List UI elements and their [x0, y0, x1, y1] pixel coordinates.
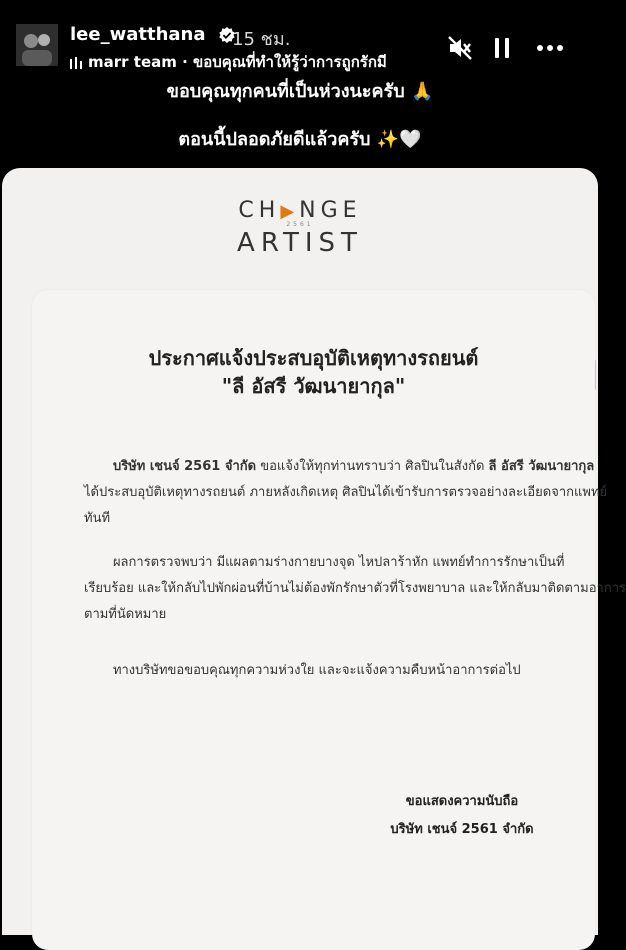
paragraph-2-line2: เรียบร้อย และให้กลับไปพักผ่อนที่บ้านไม่ต้องพักรักษาตัวที่โรงพยาบาล และให้กลับมาติดตามอาการ	[84, 581, 626, 596]
username-text[interactable]: lee_watthana	[70, 24, 206, 45]
paragraph-3-line1	[84, 658, 564, 684]
logo-top	[2, 198, 598, 223]
paragraph-1-line3: ทันที	[84, 511, 111, 526]
company-logo	[2, 198, 598, 258]
more-icon[interactable]	[534, 36, 566, 60]
doc-title-line2: "ลี อัสรี วัฒนายากุล"	[221, 374, 406, 398]
logo-triangle-icon: ▶	[280, 201, 300, 222]
caption-text-2: ตอนนี้ปลอดภัยดีแล้วครับ	[178, 129, 371, 150]
paragraph-1-line1	[84, 454, 595, 480]
paragraph-2	[84, 550, 626, 628]
time-ago: 15 ชม.	[232, 29, 291, 50]
music-bars-icon	[70, 57, 82, 69]
logo-top-right: NGE	[299, 198, 362, 223]
doc-title-line1: ประกาศแจ้งประสบอุบัติเหตุทางรถยนต์	[148, 346, 479, 370]
logo-top-left: CH	[238, 198, 281, 223]
mute-icon[interactable]	[447, 35, 473, 61]
paragraph-1-text: ขอแจ้งให้ทุกท่านทราบว่า ศิลปินในสังกัด	[256, 459, 489, 474]
caption-text-1: ขอบคุณทุกคนที่เป็นห่วงนะครับ	[166, 81, 405, 102]
pause-icon[interactable]	[490, 35, 514, 61]
company-name: บริษัท เชนจ์ 2561 จำกัด	[112, 459, 257, 474]
caption-emoji-1: 🙏	[410, 81, 434, 102]
caption-emoji-2: ✨🤍	[376, 129, 422, 150]
paragraph-2-line1	[84, 550, 564, 576]
logo-sub: 2561	[286, 221, 314, 228]
paragraph-2-line3: ตามที่นัดหมาย	[84, 607, 167, 622]
username[interactable]	[70, 24, 236, 45]
announcement-document	[2, 168, 626, 935]
music-text: marr team · ขอบคุณที่ทำให้รู้ว่าการถูกรักมี	[88, 53, 387, 71]
paragraph-2-line1-text: ผลการตรวจพบว่า มีแผลตามร่างกายบางจุด ไหปลาร้าหัก แพทย์ทำการรักษาเป็นที่	[112, 555, 565, 570]
story-caption-line1	[0, 76, 600, 105]
logo-bottom: ARTIST	[237, 228, 363, 258]
document-body	[32, 290, 626, 950]
paragraph-1	[84, 454, 608, 532]
story-header	[0, 0, 600, 80]
paragraph-1-line2: ได้ประสบอุบัติเหตุทางรถยนต์ ภายหลังเกิดเหตุ ศิลปินได้เข้ารับการตรวจอย่างละเอียดจากแพทย์	[84, 485, 608, 500]
story-caption-line2	[0, 124, 600, 153]
sign-off-line2: บริษัท เชนจ์ 2561 จำกัด	[390, 822, 534, 837]
paragraph-3	[84, 658, 564, 684]
sign-off-line1: ขอแสดงความนับถือ	[405, 794, 519, 809]
artist-name: ลี อัสรี วัฒนายากุล	[488, 459, 595, 474]
music-label[interactable]	[70, 50, 440, 72]
avatar[interactable]	[16, 24, 58, 66]
paragraph-3-text: ทางบริษัทขอขอบคุณทุกความห่วงใย และจะแจ้งความคืบหน้าอาการต่อไป	[112, 663, 521, 678]
